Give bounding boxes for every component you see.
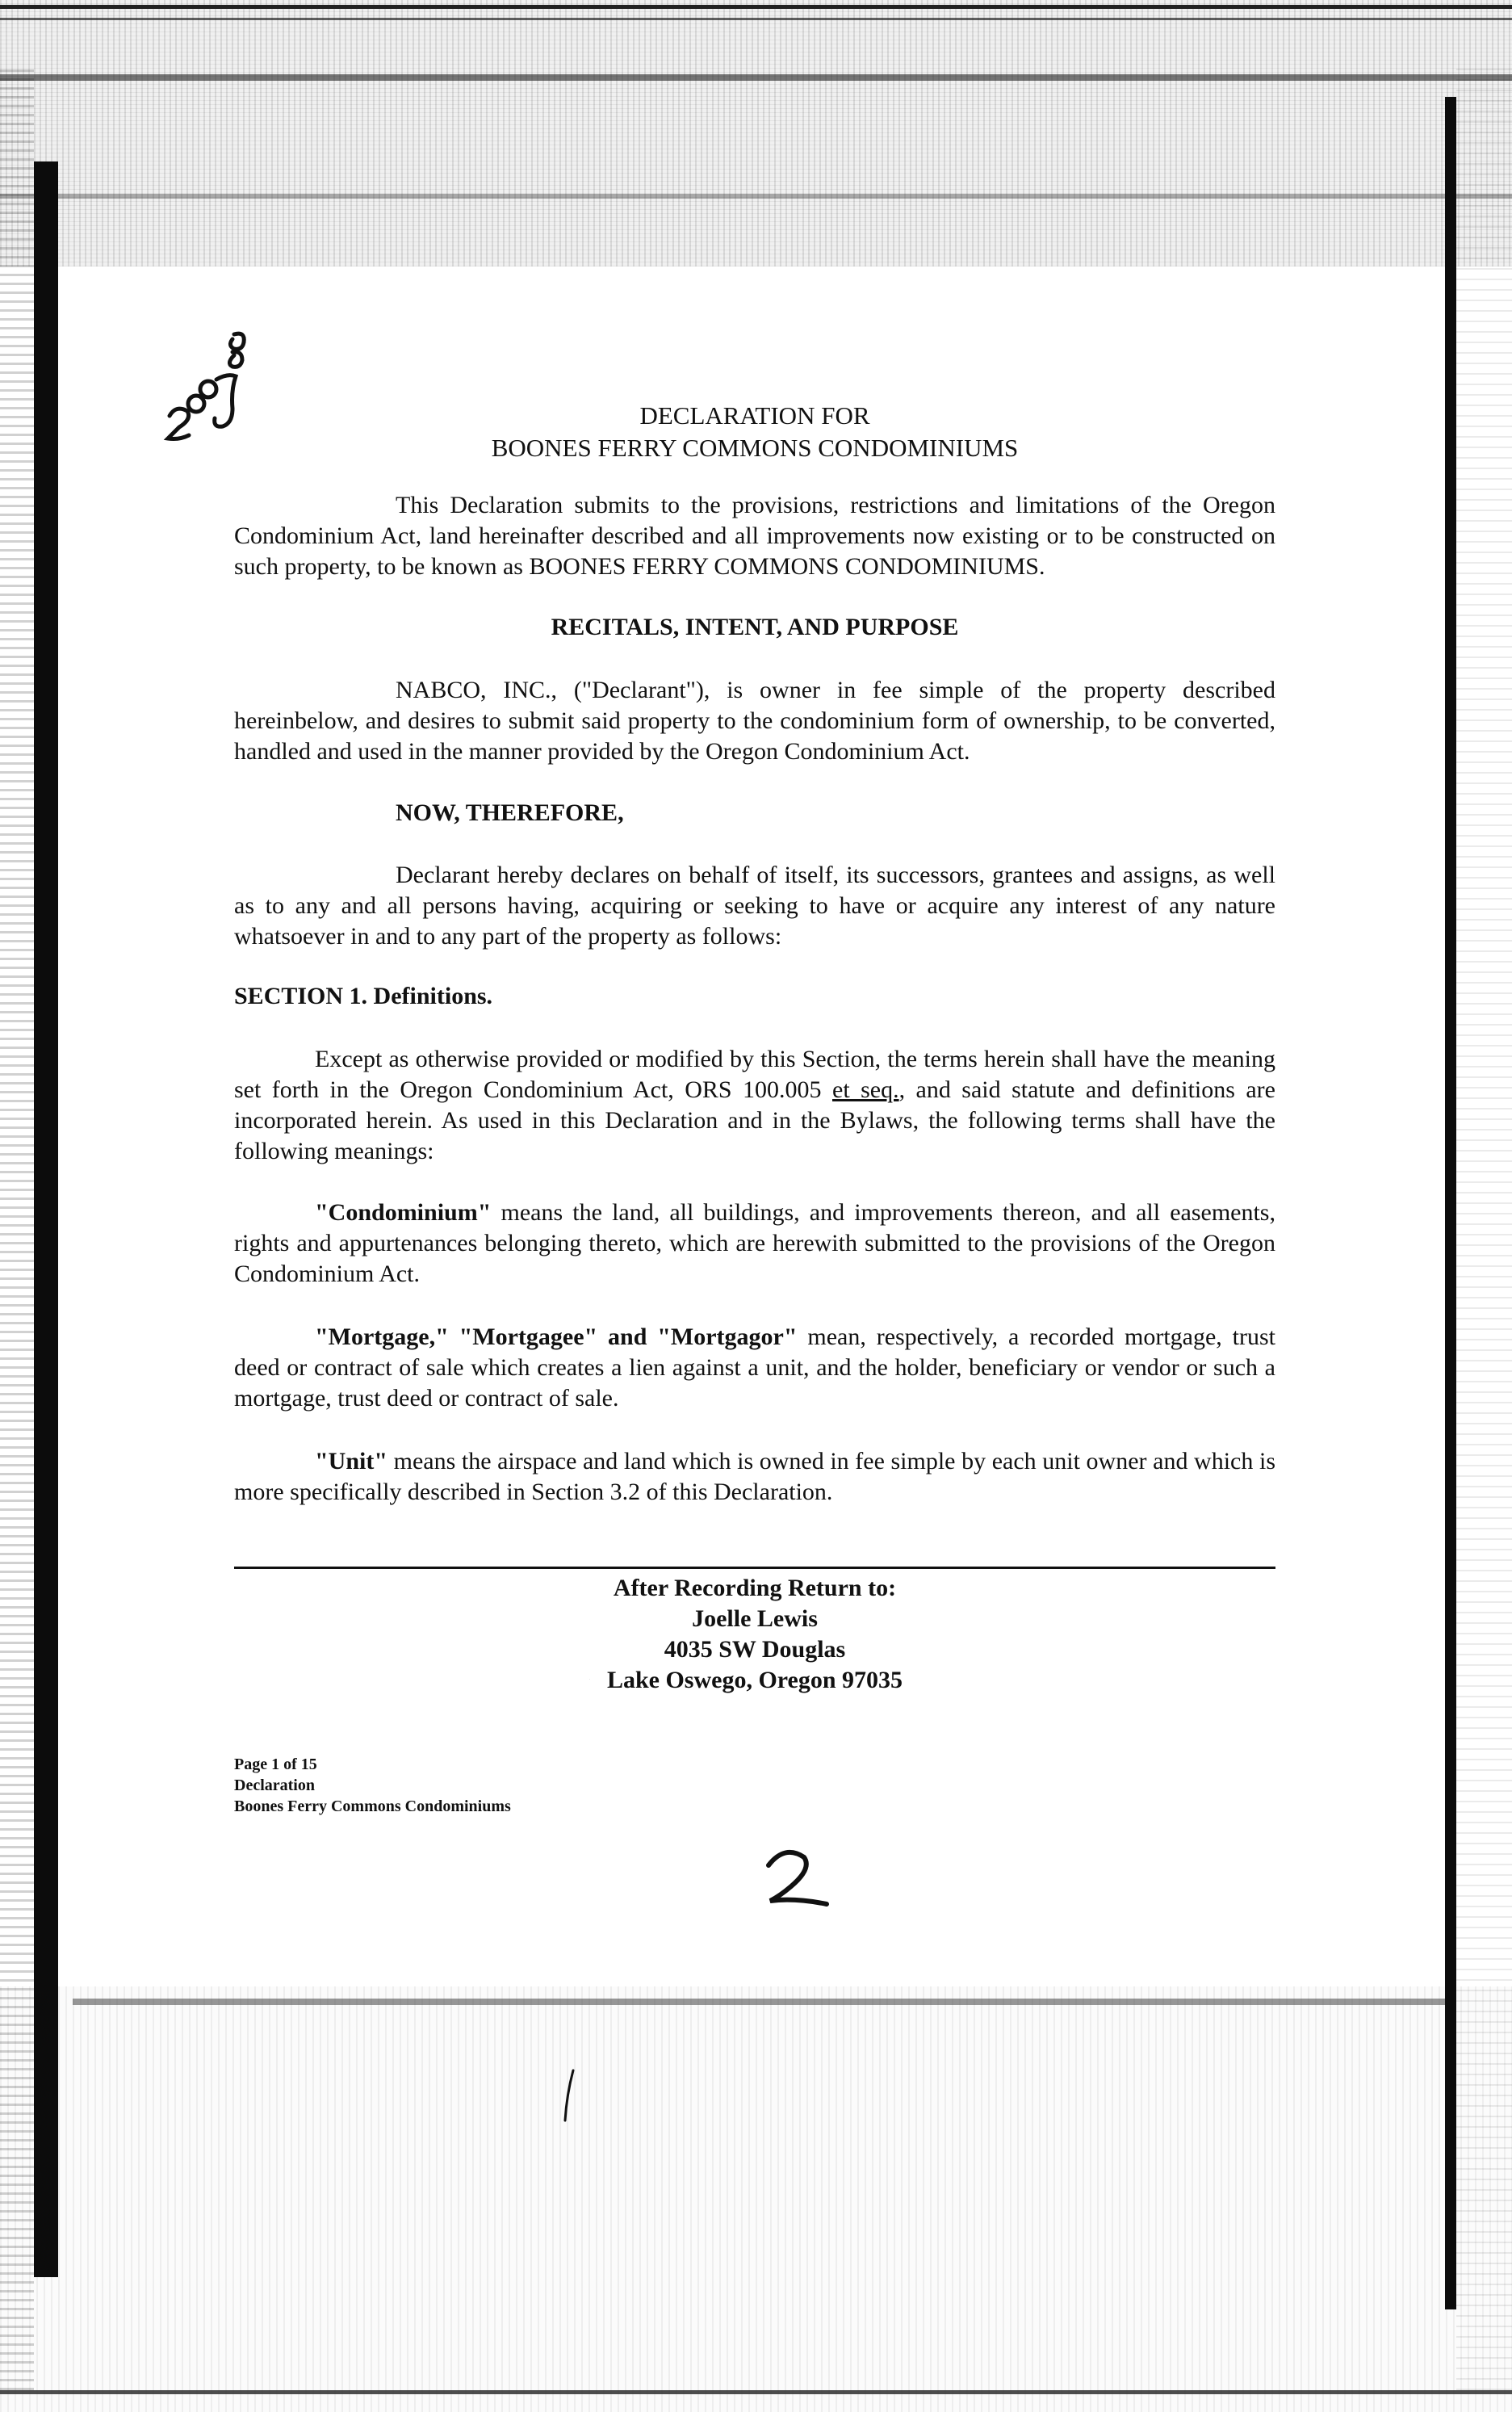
footer-project: Boones Ferry Commons Condominiums: [234, 1797, 511, 1815]
return-name: Joelle Lewis: [692, 1605, 818, 1632]
handwritten-tick-mark: [557, 2067, 581, 2124]
scan-edge-left: [0, 65, 34, 2390]
handwritten-page-number: [751, 1841, 848, 1914]
unit-def-text: means the airspace and land which is owned in fee simple by each unit owner and which is more specifically described in Section 3.2 of this Declaration.: [234, 1448, 1275, 1505]
intro-paragraph: This Declaration submits to the provisions, restrictions and limitations of the Oregon Condominium Act, land hereinafter described and all improvements now existing or to be constructed on such property, to be known as BOONES FERRY COMMONS CONDOMINIUMS.: [234, 492, 1275, 580]
return-street: 4035 SW Douglas: [664, 1636, 846, 1663]
et-seq-text: et seq.: [832, 1076, 899, 1103]
return-city: Lake Oswego, Oregon 97035: [606, 1667, 903, 1693]
unit-term: "Unit": [315, 1448, 387, 1474]
scan-line: [0, 74, 1512, 81]
return-address-block: [234, 1573, 1275, 1696]
footer-doc: Declaration: [234, 1776, 315, 1794]
scan-edge-right: [1456, 65, 1512, 2390]
scan-line: [0, 5, 1512, 9]
condominium-definition: [234, 1198, 1275, 1290]
scan-noise-bottom: [0, 1986, 1512, 2412]
scan-line: [0, 18, 1512, 20]
mortgage-term: "Mortgage," "Mortgagee" and "Mortgagor": [315, 1323, 798, 1350]
recitals-heading: RECITALS, INTENT, AND PURPOSE: [551, 614, 959, 640]
definitions-intro-paragraph: [234, 1044, 1275, 1167]
return-label: After Recording Return to:: [613, 1575, 897, 1601]
definitions-intro-rest: , and said statute and definitions are incorporated herein. As used in this Declaration and in the Bylaws, the following terms shall have the following meanings:: [234, 1076, 1275, 1164]
divider-rule: [234, 1567, 1275, 1569]
footer-page: Page 1 of 15: [234, 1756, 317, 1773]
scan-noise-top: [0, 0, 1512, 266]
mortgage-definition: [234, 1322, 1275, 1414]
declarant-paragraph: Declarant hereby declares on behalf of itself, its successors, grantees and assigns, as well as to any and all persons having, acquiring or seeking to have or acquire any interest of any nature whatsoever in and to any part of the property as follows:: [234, 862, 1275, 950]
scan-border-left: [34, 161, 58, 2277]
title-line-2: BOONES FERRY COMMONS CONDOMINIUMS: [491, 434, 1019, 462]
unit-definition: [234, 1446, 1275, 1508]
document-title: [234, 400, 1275, 464]
scan-line: [0, 194, 1512, 199]
scan-line: [0, 2390, 1512, 2394]
page-footer: [234, 1754, 718, 1817]
title-line-1: DECLARATION FOR: [639, 401, 870, 430]
recitals-paragraph: NABCO, INC., ("Declarant"), is owner in fee simple of the property described hereinbelow, and desires to submit said property to the condominium form of ownership, to be converted, handled and used in the manner provided by the Oregon Condominium Act.: [234, 677, 1275, 765]
condominium-term: "Condominium": [315, 1199, 492, 1226]
scan-border-right: [1445, 97, 1456, 2309]
scan-line: [73, 1999, 1445, 2005]
now-therefore-heading: NOW, THEREFORE,: [396, 799, 624, 826]
handwritten-margin-note: [121, 323, 250, 460]
mortgage-def-text: mean, respectively, a recorded mortgage, trust deed or contract of sale which creates a lien against a unit, and the holder, beneficiary or vendor or such a mortgage, trust deed or contract of sale.: [234, 1323, 1275, 1412]
section-1-heading: SECTION 1. Definitions.: [234, 983, 493, 1009]
definitions-intro-text: Except as otherwise provided or modified by this Section, the terms herein shall have the meaning set forth in the Oregon Condominium Act, ORS 100.005: [234, 1046, 1275, 1103]
condominium-def-text: means the land, all buildings, and improvements thereon, and all easements, rights and appurtenances belonging thereto, which are herewith submitted to the provisions of the Oregon Condominium Act.: [234, 1199, 1275, 1287]
